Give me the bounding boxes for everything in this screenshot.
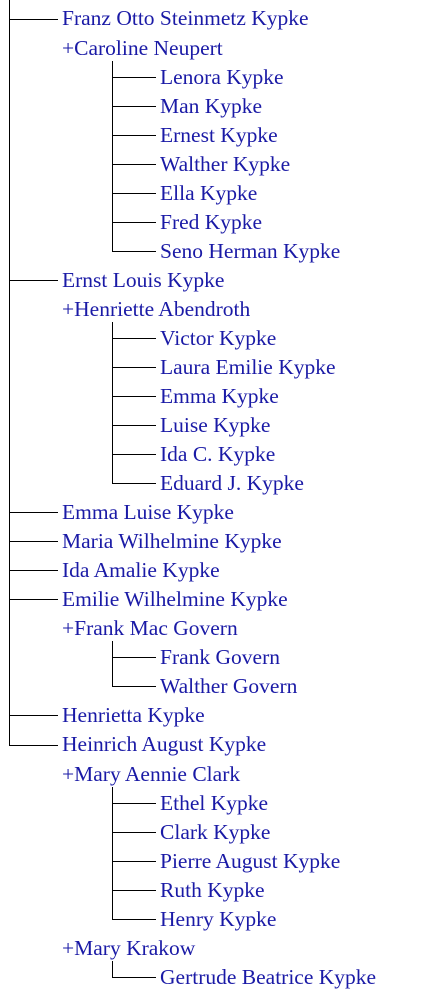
child-connector [9, 745, 58, 746]
grandchild-name[interactable]: Henry Kypke [160, 906, 277, 931]
grandchild-connector [112, 657, 156, 658]
child-connector [9, 715, 58, 716]
person-name[interactable]: Franz Otto Steinmetz Kypke [62, 6, 309, 31]
child-connector [9, 599, 58, 600]
spouse-name[interactable]: +Mary Krakow [62, 935, 196, 960]
grandchild-name[interactable]: Eduard J. Kypke [160, 471, 304, 496]
grandchild-connector [112, 164, 156, 165]
spouse-name[interactable]: +Henriette Abendroth [62, 296, 251, 321]
grandchild-bracket [112, 961, 113, 978]
grandchild-name[interactable]: Ernest Kypke [160, 122, 278, 147]
grandchild-name[interactable]: Ruth Kypke [160, 877, 265, 902]
grandchild-connector [112, 454, 156, 455]
grandchild-name[interactable]: Clark Kypke [160, 819, 271, 844]
person-name[interactable]: Heinrich August Kypke [62, 732, 267, 757]
main-trunk [9, 0, 10, 746]
grandchild-name[interactable]: Frank Govern [160, 645, 281, 670]
grandchild-name[interactable]: Lenora Kypke [160, 64, 284, 89]
grandchild-connector [112, 338, 156, 339]
person-name[interactable]: Ida Amalie Kypke [62, 558, 220, 583]
child-connector [9, 541, 58, 542]
grandchild-connector [112, 861, 156, 862]
grandchild-connector [112, 890, 156, 891]
person-name[interactable]: Maria Wilhelmine Kypke [62, 529, 282, 554]
grandchild-connector [112, 803, 156, 804]
grandchild-name[interactable]: Luise Kypke [160, 413, 271, 438]
spouse-name[interactable]: +Caroline Neupert [62, 35, 223, 60]
grandchild-connector [112, 106, 156, 107]
person-name[interactable]: Henrietta Kypke [62, 703, 205, 728]
person-name[interactable]: Emma Luise Kypke [62, 500, 234, 525]
grandchild-name[interactable]: Walther Kypke [160, 151, 291, 176]
grandchild-name[interactable]: Pierre August Kypke [160, 848, 341, 873]
grandchild-name[interactable]: Ella Kypke [160, 180, 258, 205]
grandchild-name[interactable]: Walther Govern [160, 674, 298, 699]
grandchild-connector [112, 396, 156, 397]
grandchild-connector [112, 251, 156, 252]
grandchild-connector [112, 193, 156, 194]
grandchild-name[interactable]: Fred Kypke [160, 209, 263, 234]
grandchild-connector [112, 425, 156, 426]
grandchild-connector [112, 977, 156, 978]
grandchild-connector [112, 367, 156, 368]
grandchild-bracket [112, 787, 113, 920]
child-connector [9, 19, 58, 20]
grandchild-name[interactable]: Emma Kypke [160, 384, 279, 408]
person-name[interactable]: Emilie Wilhelmine Kypke [62, 587, 288, 612]
grandchild-name[interactable]: Seno Herman Kypke [160, 238, 341, 263]
grandchild-connector [112, 77, 156, 78]
child-connector [9, 570, 58, 571]
grandchild-connector [112, 919, 156, 920]
person-name[interactable]: Ernst Louis Kypke [62, 267, 225, 292]
grandchild-bracket [112, 61, 113, 252]
grandchild-connector [112, 222, 156, 223]
grandchild-connector [112, 135, 156, 136]
grandchild-name[interactable]: Laura Emilie Kypke [160, 354, 336, 379]
grandchild-bracket [112, 322, 113, 484]
grandchild-name[interactable]: Gertrude Beatrice Kypke [160, 964, 377, 989]
child-connector [9, 280, 58, 281]
grandchild-connector [112, 832, 156, 833]
spouse-name[interactable]: +Frank Mac Govern [62, 616, 238, 641]
grandchild-name[interactable]: Ida C. Kypke [160, 442, 276, 467]
grandchild-bracket [112, 641, 113, 687]
grandchild-name[interactable]: Victor Kypke [160, 325, 277, 350]
child-connector [9, 512, 58, 513]
grandchild-connector [112, 686, 156, 687]
grandchild-connector [112, 483, 156, 484]
spouse-name[interactable]: +Mary Aennie Clark [62, 761, 241, 786]
grandchild-name[interactable]: Man Kypke [160, 93, 263, 118]
grandchild-name[interactable]: Ethel Kypke [160, 790, 269, 815]
